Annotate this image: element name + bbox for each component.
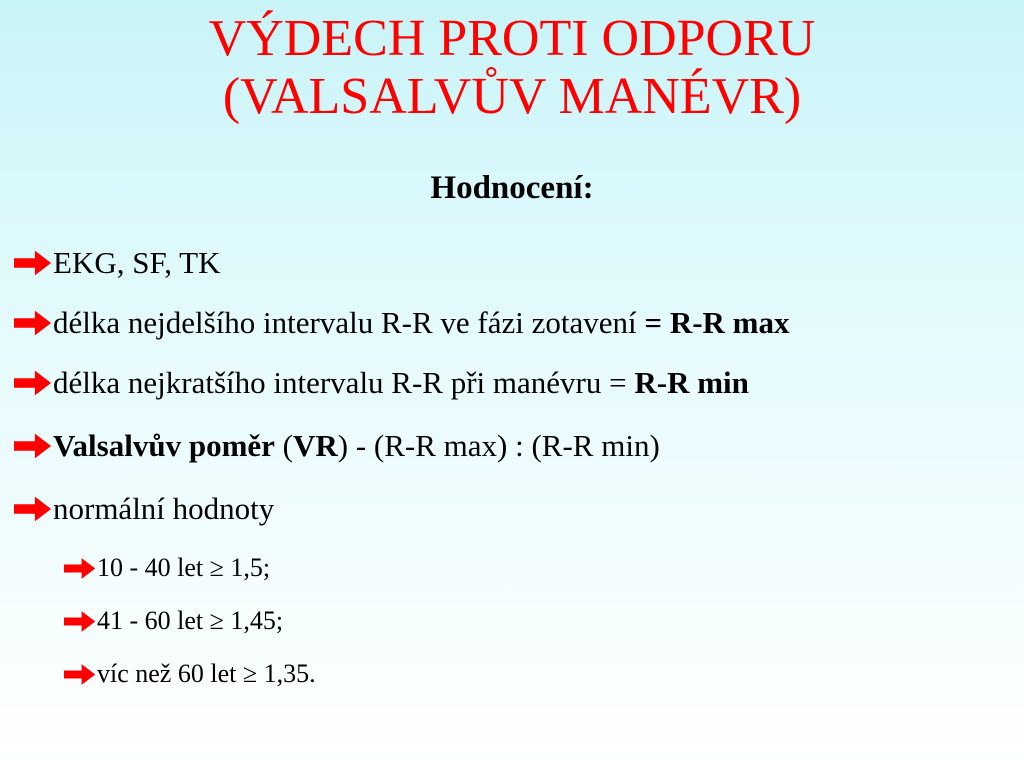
bullet-rr-min	[14, 365, 749, 401]
slide-title	[0, 10, 1024, 126]
bullet-ekg	[14, 245, 220, 281]
bullet-bold-term: R-R max	[669, 305, 790, 340]
bullet-equals: =	[644, 305, 670, 340]
right-arrow-icon	[14, 248, 52, 278]
bullet-bold-term: R-R min	[634, 365, 749, 400]
right-arrow-icon	[14, 368, 52, 398]
slide-title-line-1: VÝDECH PROTI ODPORU	[208, 10, 816, 67]
bullet-abbrev: VR	[292, 428, 338, 463]
right-arrow-icon	[64, 556, 96, 581]
right-arrow-icon	[64, 662, 96, 687]
sub-bullet-text: 10 - 40 let ≥ 1,5;	[97, 553, 271, 582]
section-heading: Hodnocení:	[430, 170, 594, 206]
bullet-text: (	[274, 428, 293, 463]
right-arrow-icon	[64, 609, 96, 634]
bullet-text: délka nejkratšího intervalu R-R při manévru =	[53, 365, 635, 400]
bullet-normal-values	[14, 491, 274, 527]
slide-title-line-2: (VALSALVŮV MANÉVR)	[222, 68, 802, 125]
sub-bullet-text: 41 - 60 let ≥ 1,45;	[97, 606, 284, 635]
right-arrow-icon	[14, 431, 52, 461]
bullet-bold-term: Valsalvův poměr	[53, 428, 275, 463]
bullet-text: délka nejdelšího intervalu R-R ve fázi zotavení	[53, 305, 645, 340]
sub-bullet-text: víc než 60 let ≥ 1,35.	[97, 659, 316, 688]
right-arrow-icon	[14, 308, 52, 338]
bullet-text: normální hodnoty	[53, 491, 275, 526]
bullet-valsalva-ratio	[14, 428, 660, 464]
sub-bullet-age-over-60	[64, 659, 316, 689]
bullet-text: EKG, SF, TK	[53, 245, 221, 280]
bullet-text: ) - (R-R max) : (R-R min)	[337, 428, 660, 463]
sub-bullet-age-10-40	[64, 553, 270, 583]
right-arrow-icon	[14, 494, 52, 524]
sub-bullet-age-41-60	[64, 606, 283, 636]
bullet-rr-max	[14, 305, 789, 341]
